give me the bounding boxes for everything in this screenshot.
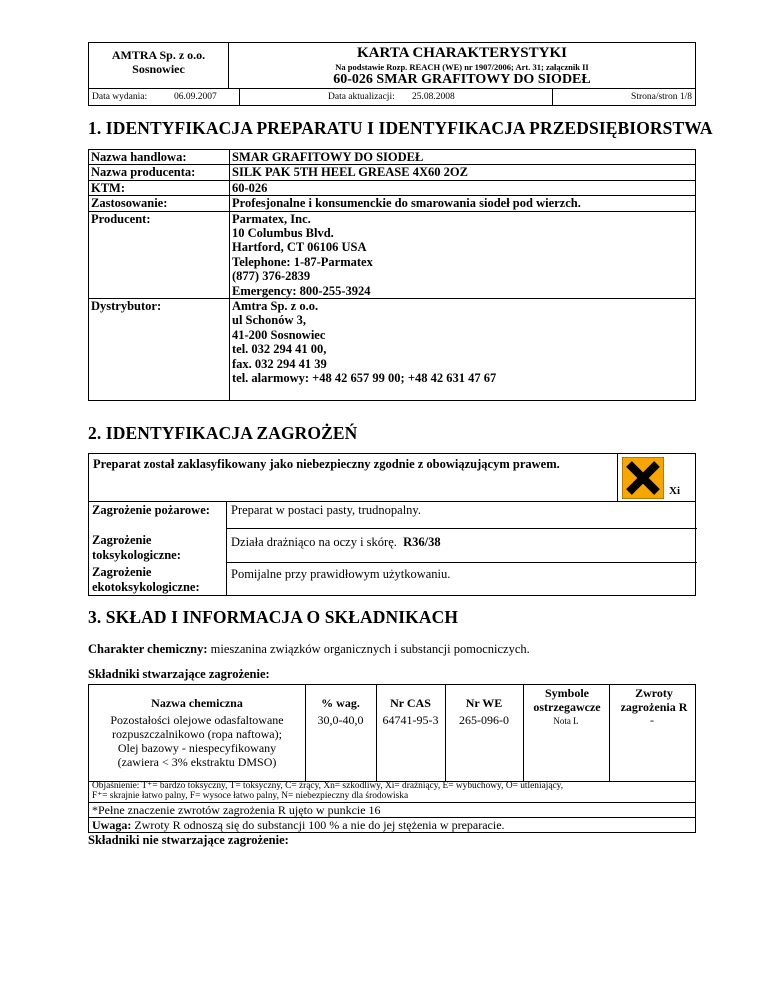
classification-box [88,453,696,502]
note-r-phrases: *Pełne znaczenie zwrotów zagrożenia R ujęto w punkcie 16 [92,803,381,817]
table-row [89,211,696,298]
hazard-eco-label: Zagrożenie ekotoksykologiczne: [92,565,200,594]
distributor-label: Dystrybutor: [89,299,230,400]
hazardous-components-label: Składniki stwarzające zagrożenie: [88,667,270,681]
distributor-value [230,299,696,400]
producer-line: 10 Columbus Blvd. [232,226,334,241]
doc-title: KARTA CHARAKTERYSTYKI [357,45,567,61]
document-header [88,42,696,106]
hazards-box [88,502,696,596]
component-cas: 64741-95-3 [382,713,439,727]
note-warning-label: Uwaga: [92,818,132,832]
producer-value [230,211,696,298]
identification-table [88,149,696,401]
component-name [89,713,305,769]
hazard-tox-text: Działa drażniąco na oczy i skórę. [231,535,397,549]
update-label: Data aktualizacji: [328,92,395,102]
section2-heading: 2. IDENTYFIKACJA ZAGROŻEŃ [88,423,358,443]
table-row [89,165,696,180]
col-header-we: Nr WE [465,696,503,710]
note-warning-box [88,817,696,833]
distributor-line: tel. 032 294 41 00, [232,342,327,357]
xi-symbol-code: Xi [669,485,680,497]
issue-date: 06.09.2007 [174,92,217,102]
col-header-r-phrases: Zwroty zagrożenia R [620,686,688,714]
classification-text: Preparat został zaklasyfikowany jako niebezpieczny zgodnie z obowiązującym prawem. [93,457,560,471]
component-name-line: Olej bazowy - niespecyfikowany [117,741,277,755]
explanation-line1: Objaśnienie: T⁺= bardzo toksyczny, T= toksyczny, C= żrący, Xn= szkodliwy, Xi= drażniący, E= wybuchowy, O= utleniający, [92,781,564,791]
col-header-symbols: Symbole ostrzegawcze [533,686,601,714]
update-date: 25.08.2008 [412,92,455,102]
company-cell [89,43,229,89]
row-label: Nazwa handlowa: [89,150,230,165]
producer-line: Telephone: 1-87-Parmatex [232,254,373,269]
table-row [89,180,696,195]
table-row [89,150,696,165]
component-we: 265-096-0 [459,713,509,727]
component-symbols: Nota L [553,716,579,726]
chem-label: Charakter chemiczny: [88,642,208,656]
distributor-line: fax. 032 294 41 39 [232,356,327,371]
row-value: SMAR GRAFITOWY DO SIODEŁ [230,150,696,165]
producer-line: Parmatex, Inc. [232,211,311,226]
row-value: 60-026 [230,180,696,195]
note-warning [92,818,505,833]
row-value: SILK PAK 5TH HEEL GREASE 4X60 2OZ [230,165,696,180]
producer-line: (877) 376-2839 [232,269,311,284]
hazard-tox-r-phrase: R36/38 [403,535,441,549]
row-label: Zastosowanie: [89,196,230,211]
distributor-line: tel. alarmowy: +48 42 657 99 00; +48 42 631 47 67 [232,371,497,386]
component-name-line: rozpuszczalnikowo (ropa naftowa); [112,727,282,741]
component-r-phrases: - [650,713,654,727]
composition-table [88,684,696,782]
note-warning-text: Zwroty R odnoszą się do substancji 100 % a nie do jej stężenia w preparacie. [134,818,505,832]
product-title: 60-026 SMAR GRAFITOWY DO SIODEŁ [229,72,695,89]
row-label: KTM: [89,180,230,195]
regulation-note: Na podstawie Rozp. REACH (WE) nr 1907/2006; Art. 31; załącznik II [335,62,589,72]
distributor-line: Amtra Sp. z o.o. [232,299,319,314]
table-row [89,196,696,211]
hazard-eco-value: Pomijalne przy prawidłowym użytkowaniu. [231,567,451,581]
col-header-weight: % wag. [321,696,360,710]
hazard-fire-value: Preparat w postaci pasty, trudnopalny. [231,503,421,517]
col-header-name: Nazwa chemiczna [151,696,243,710]
company-name: AMTRA Sp. z o.o. [111,48,206,62]
nonhazardous-components-label: Składniki nie stwarzające zagrożenie: [88,833,289,847]
hazard-fire-label: Zagrożenie pożarowe: [92,503,210,517]
explanation-box [88,781,696,803]
row-value: Profesjonalne i konsumenckie do smarowania siodeł pod wierzch. [230,196,696,211]
issue-label: Data wydania: [92,92,148,102]
company-city: Sosnowiec [132,62,185,76]
section3-heading: 3. SKŁAD I INFORMACJA O SKŁADNIKACH [88,607,459,627]
header-dates-row [89,89,695,106]
note-r-phrases-box [88,802,696,818]
table-row [89,299,696,400]
row-label: Nazwa producenta: [89,165,230,180]
page-number: Strona/stron 1/8 [631,92,692,102]
producer-line: Emergency: 800-255-3924 [232,283,371,298]
xi-hazard-symbol-icon [622,457,664,499]
component-name-line: Pozostałości olejowe odasfaltowane [110,713,284,727]
distributor-line: ul Schonów 3, [232,313,306,328]
hazard-tox-label: Zagrożenie toksykologiczne: [92,533,181,562]
chem-value: mieszanina związków organicznych i substancji pomocniczych. [210,642,530,656]
distributor-line: 41-200 Sosnowiec [232,327,326,342]
producer-label: Producent: [89,211,230,298]
component-weight: 30,0-40,0 [317,713,364,727]
explanation-line2: F⁺= skrajnie łatwo palny, F= wysoce łatwo palny, N= niebezpieczny dla środowiska [92,791,409,801]
col-header-cas: Nr CAS [390,696,431,710]
section1-heading: 1. IDENTYFIKACJA PREPARATU I IDENTYFIKACJA PRZEDSIĘBIORSTWA [88,118,713,138]
chemical-character [88,642,530,657]
hazard-tox-value [231,535,441,550]
producer-line: Hartford, CT 06106 USA [232,240,367,255]
component-name-line: (zawiera < 3% ekstraktu DMSO) [117,755,277,769]
